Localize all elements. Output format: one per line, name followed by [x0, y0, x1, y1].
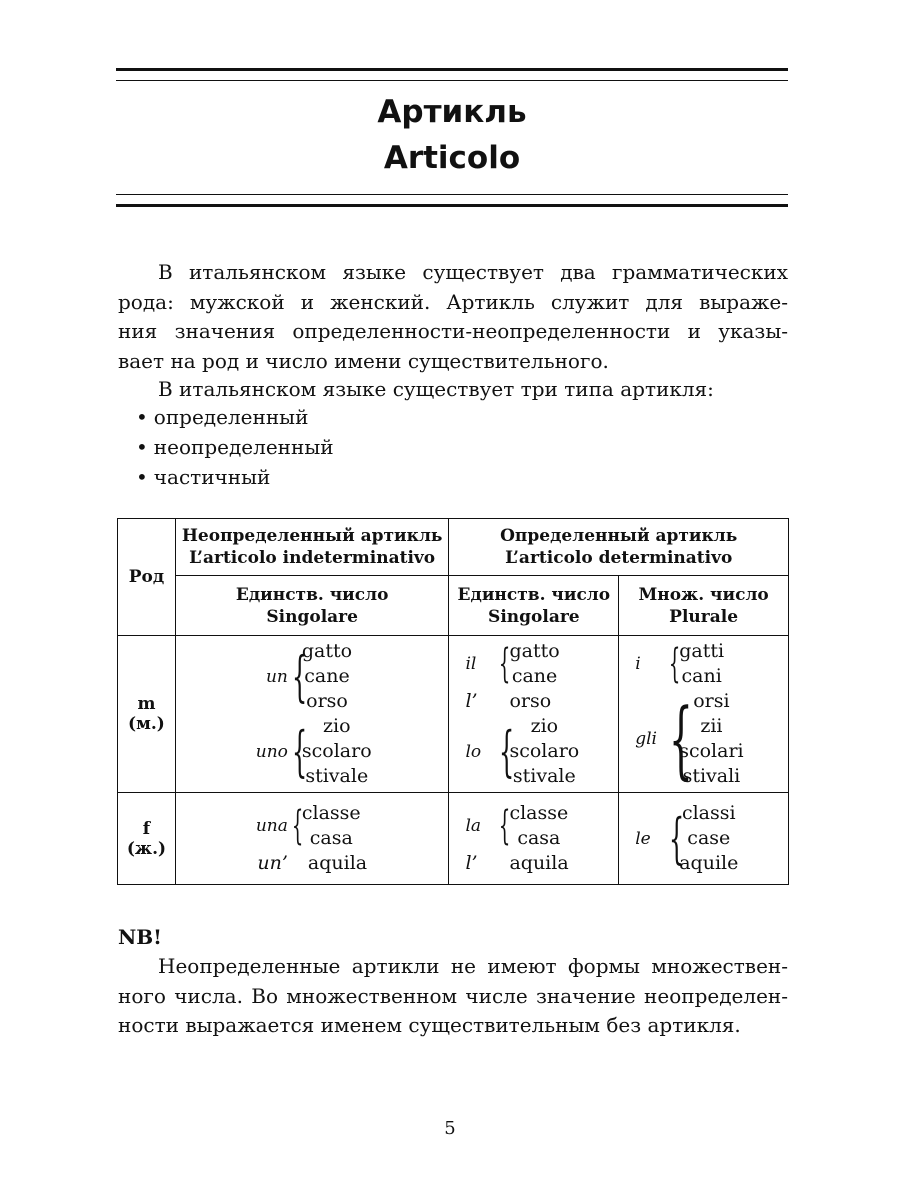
intro-line: рода: мужской и женский. Артикль служит для выраже-	[118, 289, 788, 314]
article: l’	[465, 690, 478, 712]
brace-icon: {	[291, 719, 308, 783]
article: le	[635, 828, 651, 849]
page-title-ru: Артикль	[377, 94, 527, 130]
masc-def-plural-cell	[619, 636, 789, 793]
page-number: 5	[444, 1118, 456, 1139]
article-group: l’ aquila	[465, 852, 569, 874]
top-rule	[116, 68, 788, 81]
brace-icon: {	[291, 803, 304, 849]
article-group: uno { zio scolaro stivale	[238, 714, 449, 789]
article: la	[465, 816, 482, 836]
article: un’	[257, 852, 288, 874]
gender-masculine: m (м.)	[118, 636, 176, 793]
intro-line: В итальянском языке существует два грамматических	[158, 260, 788, 284]
article-group: gli { orsi zii scolari stivali	[635, 690, 744, 788]
nb-line: ности выражается именем существительным без артикля.	[118, 1013, 741, 1037]
article-group: il { gatto cane	[465, 640, 560, 687]
brace-icon: {	[669, 690, 694, 788]
list-item: • определенный	[136, 402, 334, 432]
header-rod: Род	[118, 519, 176, 636]
brace-icon: {	[499, 803, 511, 849]
brace-icon: {	[499, 719, 515, 783]
article-group: una { classe casa	[238, 801, 449, 851]
header-indef-singular: Единств. число Singolare	[175, 576, 449, 636]
brace-icon: {	[499, 641, 511, 687]
list-item: • неопределенный	[136, 432, 334, 462]
article-group: l’ orso	[465, 690, 552, 712]
types-sentence: В итальянском языке существует три типа артикля:	[158, 377, 714, 401]
intro-line: вает на род и число имени существительного.	[118, 348, 609, 373]
header-def-singular: Единств. число Singolare	[449, 576, 619, 636]
nb-line: ного числа. Во множественном числе значение неопределен-	[118, 983, 788, 1008]
fem-def-plural-cell	[619, 793, 789, 885]
header-indefinite: Неопределенный артикль L’articolo indeterminativo	[175, 519, 449, 576]
article-group: un { gatto cane orso	[238, 639, 449, 714]
header-def-plural: Множ. число Plurale	[619, 576, 789, 636]
article-group: un’ aquila	[238, 851, 449, 876]
intro-paragraph	[118, 258, 788, 376]
types-list	[136, 402, 334, 492]
nb-paragraph	[118, 952, 788, 1041]
intro-line: ния значения определенности-неопределенности и указы-	[118, 319, 788, 343]
masc-indefinite-cell	[175, 636, 449, 793]
article: il	[465, 654, 477, 674]
article: l’	[465, 852, 478, 874]
brace-icon: {	[669, 806, 685, 870]
fem-indefinite-cell	[175, 793, 449, 885]
article: uno	[255, 741, 288, 762]
bottom-rule	[116, 194, 788, 207]
nb-label: NB!	[118, 925, 162, 949]
nb-line: Неопределенные артикли не имеют формы множествен-	[158, 954, 788, 978]
page-title-it: Articolo	[383, 140, 521, 176]
article-group: lo { zio scolaro stivale	[465, 715, 580, 787]
header-definite: Определенный артикль L’articolo determinativo	[449, 519, 789, 576]
article: una	[255, 816, 288, 836]
article: un	[265, 666, 288, 687]
article: lo	[465, 741, 482, 762]
masc-def-singular-cell	[449, 636, 619, 793]
article-table	[117, 518, 789, 885]
article-group: i { gatti cani	[635, 640, 725, 687]
fem-def-singular-cell	[449, 793, 619, 885]
list-item: • частичный	[136, 462, 334, 492]
article: i	[635, 654, 641, 674]
article-group: la { classe casa	[465, 802, 569, 849]
article-group: le { classi case aquile	[635, 802, 739, 874]
brace-icon: {	[291, 644, 308, 708]
gender-feminine: f (ж.)	[118, 793, 176, 885]
brace-icon: {	[669, 641, 681, 687]
article: gli	[635, 729, 657, 749]
